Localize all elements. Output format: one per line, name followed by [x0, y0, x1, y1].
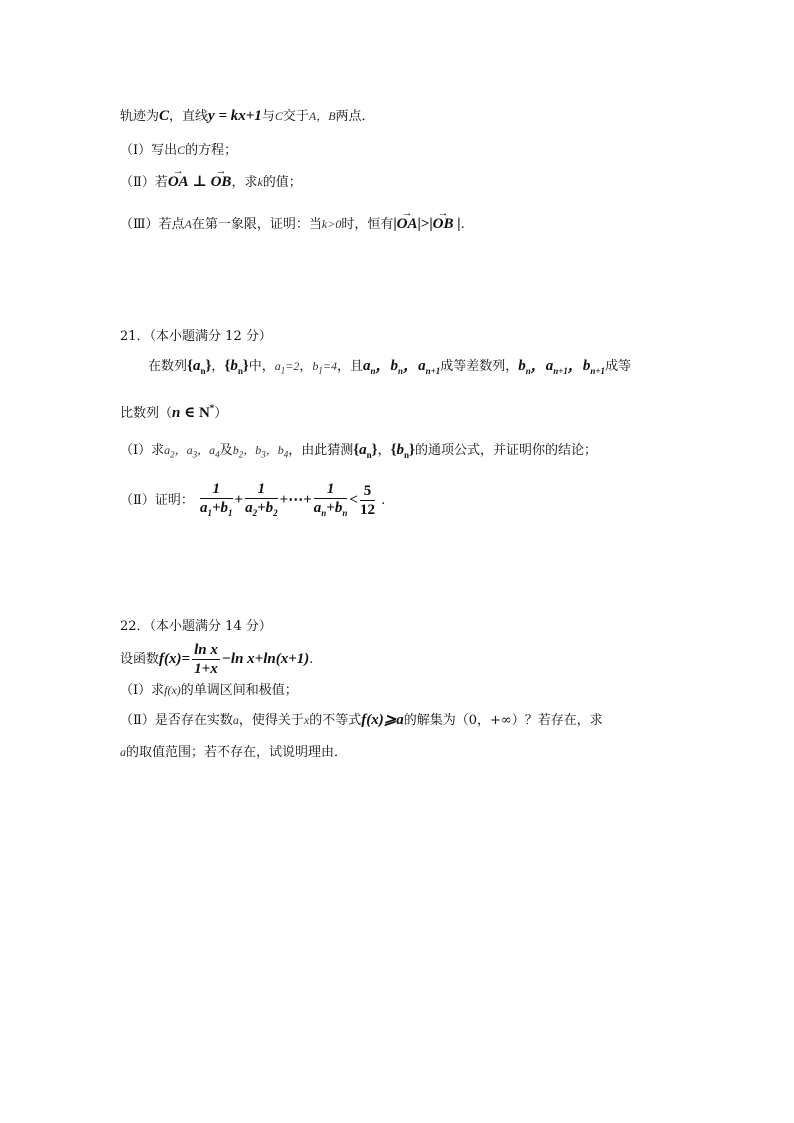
- part-3: [120, 214, 465, 235]
- math-x: x: [303, 713, 310, 727]
- text: ，直线: [169, 109, 209, 124]
- math-a: a: [232, 713, 239, 727]
- less-than: <: [349, 492, 358, 508]
- plus: +: [234, 492, 244, 508]
- fraction-n: $\frac{1}{a_n+b_n}$: [313, 480, 348, 518]
- math-geo-seq: $b_n$，$a_{n+1}$，$b_{n+1}$: [518, 358, 606, 376]
- math-AB: A，B: [308, 109, 336, 123]
- part-1: [120, 140, 237, 161]
- text: ，由此猜测: [288, 443, 354, 458]
- math-inequality: f(x)⩾a: [361, 712, 404, 728]
- text: ）: [214, 406, 228, 421]
- text: 的不等式: [309, 713, 362, 728]
- line-trajectory: [120, 106, 375, 127]
- math-C-small: C: [274, 109, 283, 123]
- q22-title: 22．（本小题满分 14 分）: [120, 619, 272, 634]
- plus-dots: +⋯+: [279, 492, 312, 508]
- text: 设函数: [120, 652, 160, 667]
- seq-b: $\{b_n\}$: [390, 442, 415, 460]
- math-b-terms: $b_2$，$b_3$，$b_4$: [232, 443, 289, 460]
- abs-bar: |: [393, 216, 397, 232]
- q21-part-2: （Ⅱ）证明： $\frac{1}{a_1+b_1}$ + $\frac{1}{a_2+b_2}$ +⋯+ $\frac{1}{a_n+b_n}$ < $\frac{5}{12}$ .: [120, 478, 385, 523]
- text: （Ⅰ）求: [120, 443, 165, 458]
- text: 成等差数列，: [440, 359, 519, 374]
- q21-para-1: [148, 356, 631, 381]
- math-n-in-N: n: [172, 405, 181, 421]
- math-b1: $b_1=4$: [312, 359, 337, 376]
- text: 比数列（: [120, 406, 173, 421]
- q22-part-2: [120, 710, 603, 731]
- text: （Ⅰ）求: [120, 683, 165, 698]
- text: 与: [261, 109, 275, 124]
- text: ，且: [337, 359, 364, 374]
- vector-OB: → OB: [433, 214, 454, 234]
- seq-b: $\{b_n\}$: [224, 358, 249, 376]
- math-rest: −ln x+ln(x+1): [221, 651, 310, 667]
- text: （Ⅱ）证明：: [120, 493, 194, 508]
- fraction-2: $\frac{1}{a_2+b_2}$: [245, 480, 278, 518]
- text: 交于: [282, 109, 309, 124]
- vector-OA: → OA: [397, 214, 418, 234]
- seq-a: $\{a_n\}$: [353, 442, 378, 460]
- text: ，: [211, 359, 225, 374]
- text: （Ⅱ）是否存在实数: [120, 713, 233, 728]
- text: 的解集为（0，+∞）？若存在，求: [403, 713, 603, 728]
- q21-part-1: [120, 440, 597, 465]
- fraction-lnx: $\frac{\text{ln x}}{1+x}$: [194, 642, 218, 677]
- perp-symbol: ⊥: [188, 174, 211, 190]
- math-k: k: [257, 175, 263, 189]
- text: 轨迹为: [120, 109, 160, 124]
- text: ，使得关于: [238, 713, 304, 728]
- text: .: [309, 652, 314, 667]
- part-2: [120, 172, 302, 193]
- text: 的单调区间和极值；: [180, 683, 298, 698]
- math-fx: f(x)=: [159, 651, 191, 667]
- text: （Ⅰ）写出: [120, 143, 178, 158]
- text: .: [460, 217, 465, 232]
- math-C: C: [159, 108, 170, 124]
- math-arith-seq: $a_n$，$b_n$，$a_{n+1}$: [363, 358, 441, 376]
- text: 时，恒有: [341, 217, 394, 232]
- q22-para-1: [120, 638, 313, 681]
- q22-part-1: [120, 680, 298, 701]
- math-a-terms: $a_2$，$a_3$，$a_4$: [164, 443, 220, 460]
- seq-a: $\{a_n\}$: [187, 358, 212, 376]
- text: （Ⅱ）若: [120, 175, 168, 190]
- text: ，: [377, 443, 391, 458]
- text: 成等: [605, 359, 632, 374]
- text: 中，: [248, 359, 275, 374]
- text: 及: [219, 443, 233, 458]
- text: ，求: [231, 175, 258, 190]
- text: ，: [299, 359, 313, 374]
- q21-para-2: [120, 398, 227, 424]
- text: 的方程；: [185, 143, 238, 158]
- text: 在第一象限，证明：当: [191, 217, 322, 232]
- text: 的值；: [262, 175, 302, 190]
- q22-part-2-cont: [120, 742, 347, 763]
- text: 两点．: [335, 109, 375, 124]
- abs-gt: |>|: [417, 216, 433, 232]
- math-a1: $a_1=2$: [274, 359, 300, 376]
- text: （Ⅲ）若点: [120, 217, 185, 232]
- math-C-small: C: [177, 143, 186, 157]
- math-k-gt-0: k>0: [321, 217, 342, 231]
- math-in-N: ∈ N*: [180, 403, 215, 421]
- math-line-eq: y = kx+1: [208, 108, 262, 124]
- fraction-1: $\frac{1}{a_1+b_1}$: [199, 480, 233, 518]
- fraction-5-12: $\frac{5}{12}$: [359, 483, 375, 518]
- abs-bar: |: [453, 216, 461, 232]
- math-A: A: [184, 217, 192, 231]
- math-a: a: [120, 745, 126, 759]
- text: 的通项公式，并证明你的结论；: [414, 443, 597, 458]
- vector-OA: → OA: [168, 172, 189, 192]
- text: 在数列: [148, 359, 188, 374]
- text: 的取值范围；若不存在，试说明理由．: [126, 745, 348, 760]
- vector-OB: → OB: [211, 172, 232, 192]
- q21-title: 21．（本小题满分 12 分）: [120, 329, 272, 344]
- math-fx-small: f(x): [164, 683, 181, 697]
